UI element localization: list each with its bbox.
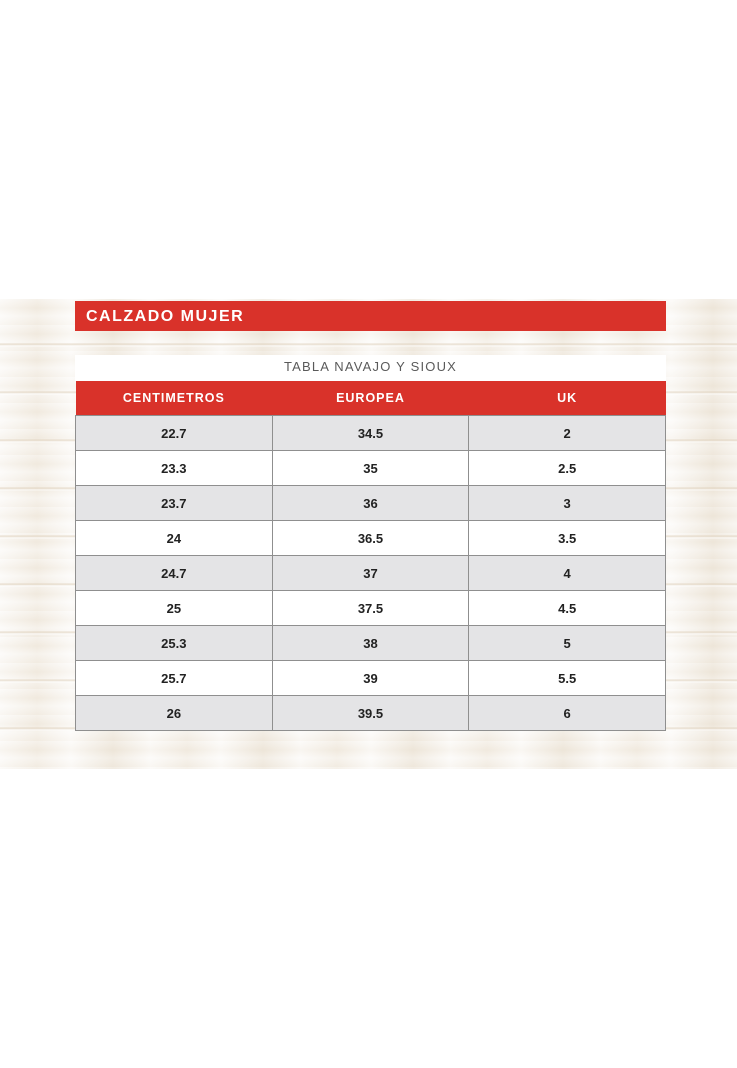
- cell-europea: 36.5: [272, 521, 469, 556]
- table-row: [76, 521, 666, 556]
- cell-uk: 3: [469, 486, 666, 521]
- cell-europea: 35: [272, 451, 469, 486]
- cell-uk: 6: [469, 696, 666, 731]
- cell-centimetros: 24: [76, 521, 273, 556]
- cell-uk: 5: [469, 626, 666, 661]
- column-header-uk: UK: [469, 381, 666, 416]
- cell-uk: 4: [469, 556, 666, 591]
- table-row: [76, 451, 666, 486]
- cell-europea: 37.5: [272, 591, 469, 626]
- cell-europea: 39: [272, 661, 469, 696]
- cell-centimetros: 23.7: [76, 486, 273, 521]
- table-row: [76, 626, 666, 661]
- table-row: [76, 696, 666, 731]
- cell-europea: 34.5: [272, 416, 469, 451]
- cell-europea: 36: [272, 486, 469, 521]
- table-row: [76, 416, 666, 451]
- cell-europea: 38: [272, 626, 469, 661]
- cell-centimetros: 25.7: [76, 661, 273, 696]
- cell-centimetros: 25: [76, 591, 273, 626]
- column-header-europea: EUROPEA: [272, 381, 469, 416]
- cell-uk: 2: [469, 416, 666, 451]
- cell-centimetros: 26: [76, 696, 273, 731]
- cell-centimetros: 22.7: [76, 416, 273, 451]
- table-subtitle: TABLA NAVAJO Y SIOUX: [75, 355, 666, 381]
- size-table: [75, 381, 666, 731]
- cell-europea: 39.5: [272, 696, 469, 731]
- column-header-centimetros: CENTIMETROS: [76, 381, 273, 416]
- size-chart: [75, 301, 666, 731]
- table-row: [76, 661, 666, 696]
- cell-uk: 5.5: [469, 661, 666, 696]
- cell-uk: 3.5: [469, 521, 666, 556]
- section-header: CALZADO MUJER: [75, 301, 666, 331]
- table-row: [76, 486, 666, 521]
- cell-centimetros: 23.3: [76, 451, 273, 486]
- table-row: [76, 591, 666, 626]
- cell-europea: 37: [272, 556, 469, 591]
- table-header-row: [76, 381, 666, 416]
- table-row: [76, 556, 666, 591]
- cell-uk: 2.5: [469, 451, 666, 486]
- cell-centimetros: 25.3: [76, 626, 273, 661]
- cell-centimetros: 24.7: [76, 556, 273, 591]
- cell-uk: 4.5: [469, 591, 666, 626]
